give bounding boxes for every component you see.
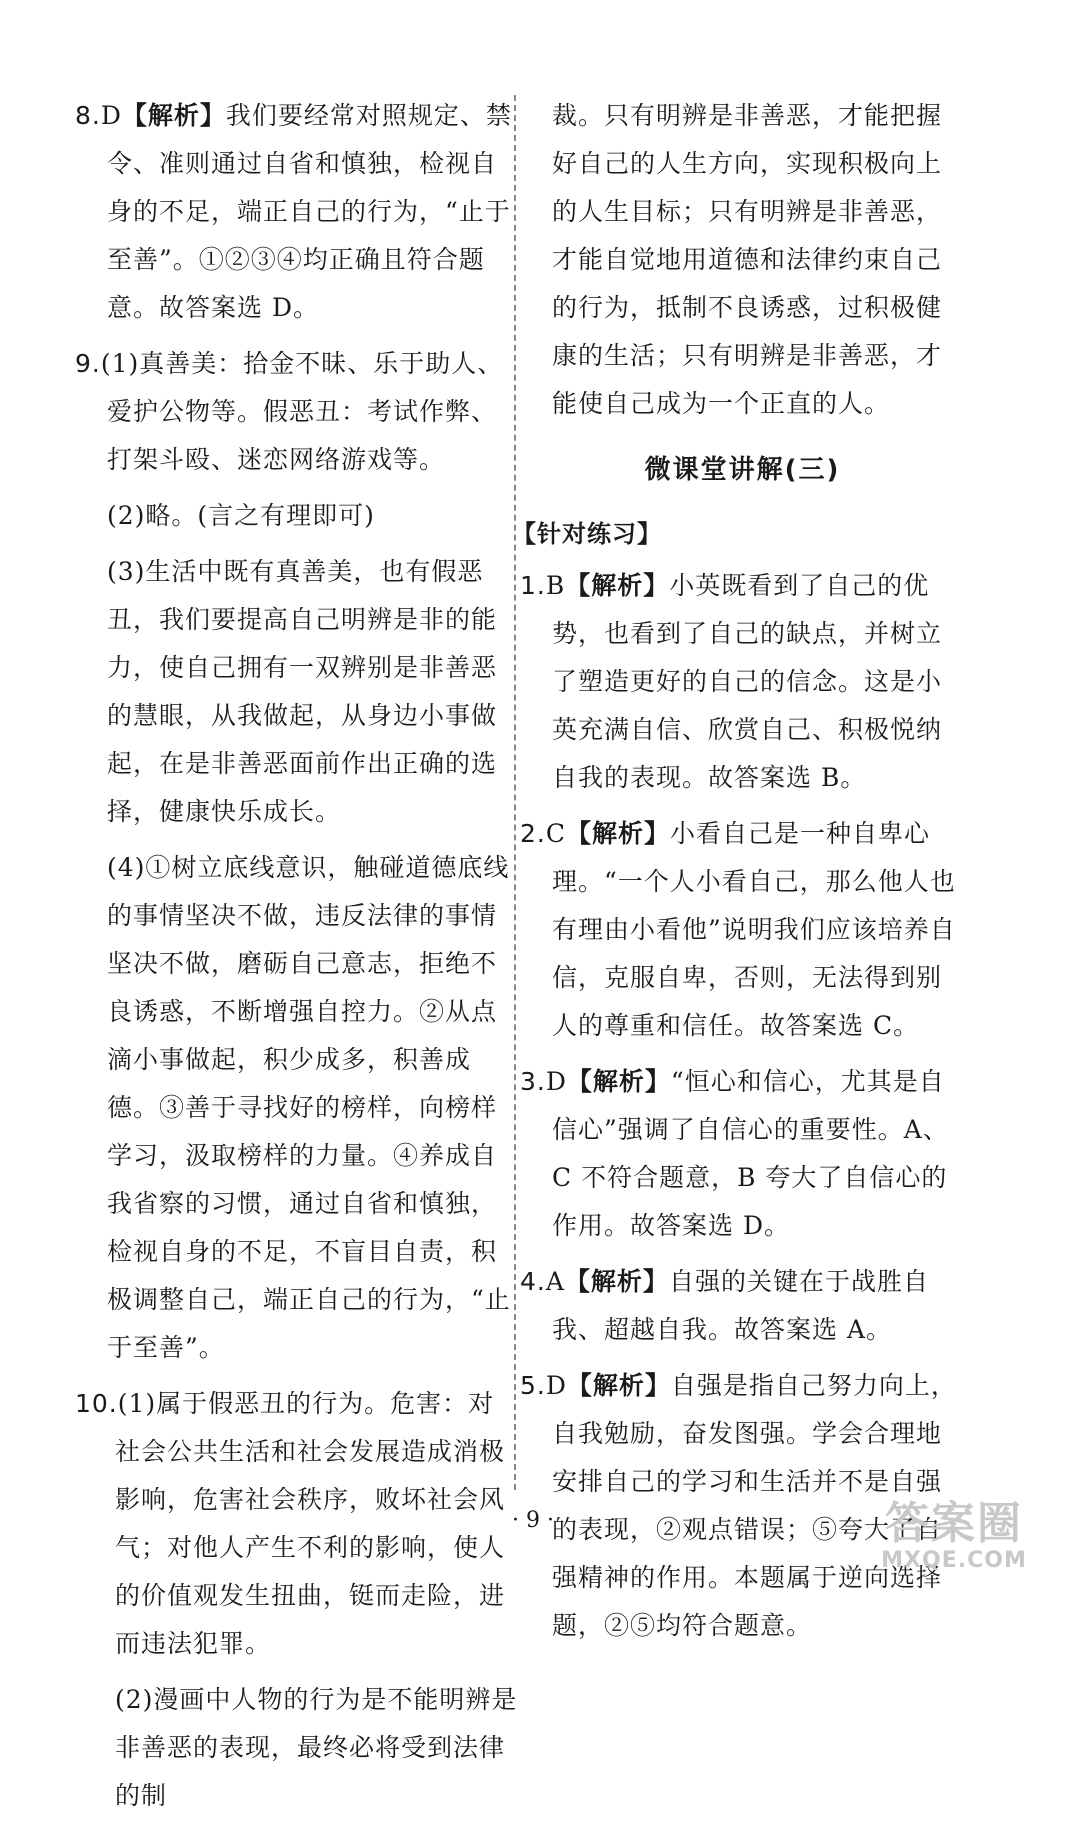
answer-part-2: (2)漫画中人物的行为是不能明辨是非善恶的表现，最终必将受到法律的制 [115, 1685, 518, 1810]
answer-part-2: (2)略。(言之有理即可) [107, 501, 375, 530]
practice-item-2 [520, 810, 965, 1050]
practice-item-3 [520, 1058, 965, 1250]
item-explanation: 小看自己是一种自卑心理。“一个人小看自己，那么他人也有理由小看他”说明我们应该培养自信，克服自卑，否则，无法得到别人的尊重和信任。故答案选 C。 [552, 819, 956, 1040]
question-number: 8. [75, 101, 101, 130]
answer-part-3: (3)生活中既有真善美，也有假恶丑，我们要提高自己明辨是非的能力，使自己拥有一双辨别是非善恶的慧眼，从我做起，从身边小事做起，在是非善恶面前作出正确的选择，健康快乐成长。 [107, 557, 498, 826]
answer-letter: D [545, 1371, 567, 1400]
answer-part-1: (1)属于假恶丑的行为。危害：对社会公共生活和社会发展造成消极影响，危害社会秩序，败坏社会风气；对他人产生不利的影响，使人的价值观发生扭曲，铤而走险，进而违法犯罪。 [115, 1389, 506, 1658]
watermark-logo [864, 1500, 1044, 1580]
left-column [75, 92, 520, 1828]
answer-letter: A [545, 1267, 565, 1296]
question-number: 10. [75, 1389, 118, 1418]
answer-letter: C [545, 819, 566, 848]
question-9 [75, 340, 520, 484]
watermark-domain: MXQE.COM [881, 1548, 1027, 1573]
answer-letter: B [545, 571, 566, 600]
answer-letter: D [100, 101, 122, 130]
practice-title: 【针对练习】 [512, 520, 662, 548]
analysis-tag: 【解析】 [566, 1067, 671, 1096]
analysis-tag: 【解析】 [565, 571, 670, 600]
analysis-tag: 【解析】 [566, 819, 671, 848]
question-number: 9. [75, 349, 101, 378]
item-number: 3. [520, 1067, 546, 1096]
item-number: 1. [520, 571, 546, 600]
item-number: 5. [520, 1371, 546, 1400]
page-number: · 9 · [512, 1508, 554, 1533]
answer-part-1: (1)真善美：拾金不昧、乐于助人、爱护公物等。假恶丑：考试作弊、打架斗殴、迷恋网络游戏等。 [100, 349, 504, 474]
answer-letter: D [545, 1067, 567, 1096]
item-explanation: “恒心和信心，尤其是自信心”强调了自信心的重要性。A、C 不符合题意，B 夸大了自信心的作用。故答案选 D。 [552, 1067, 949, 1240]
answer-part-4: (4)①树立底线意识，触碰道德底线的事情坚决不做，违反法律的事情坚决不做，磨砺自己意志，拒绝不良诱惑，不断增强自控力。②从点滴小事做起，积少成多，积善成德。③善于寻找好的榜样，向榜样学习，汲取榜样的力量。④养成自我省察的习惯，通过自省和慎独，检视自身的不足，不盲目自责，积极调整自己，端正自己的行为，“止于至善”。 [107, 853, 511, 1362]
analysis-tag: 【解析】 [121, 101, 226, 130]
column-divider [514, 95, 516, 1490]
item-number: 4. [520, 1267, 546, 1296]
continuation-text: 裁。只有明辨是非善恶，才能把握好自己的人生方向，实现积极向上的人生目标；只有明辨是非善恶，才能自觉地用道德和法律约束自己的行为，抵制不良诱惑，过积极健康的生活；只有明辨是非善恶，才能使自己成为一个正直的人。 [552, 101, 943, 418]
question-explanation: 我们要经常对照规定、禁令、准则通过自省和慎独，检视自身的不足，端正自己的行为，“止于至善”。①②③④均正确且符合题意。故答案选 D。 [107, 101, 512, 322]
practice-item-1 [520, 562, 965, 802]
section-title: 微课堂讲解(三) [644, 455, 841, 485]
watermark-logo-text: 答案圈 [885, 1498, 1023, 1549]
item-explanation: 自强的关键在于战胜自我、超越自我。故答案选 A。 [552, 1267, 929, 1344]
practice-item-4 [520, 1258, 965, 1354]
item-number: 2. [520, 819, 546, 848]
analysis-tag: 【解析】 [566, 1371, 671, 1400]
item-explanation: 自强是指自己努力向上，自我勉励，奋发图强。学会合理地安排自己的学习和生活并不是自强的表现，②观点错误；⑤夸大了自强精神的作用。本题属于逆向选择题，②⑤均符合题意。 [552, 1371, 957, 1640]
item-explanation: 小英既看到了自己的优势，也看到了自己的缺点，并树立了塑造更好的自己的信念。这是小英充满自信、欣赏自己、积极悦纳自我的表现。故答案选 B。 [552, 571, 943, 792]
analysis-tag: 【解析】 [564, 1267, 669, 1296]
right-column [512, 92, 965, 1658]
question-8 [75, 92, 520, 332]
